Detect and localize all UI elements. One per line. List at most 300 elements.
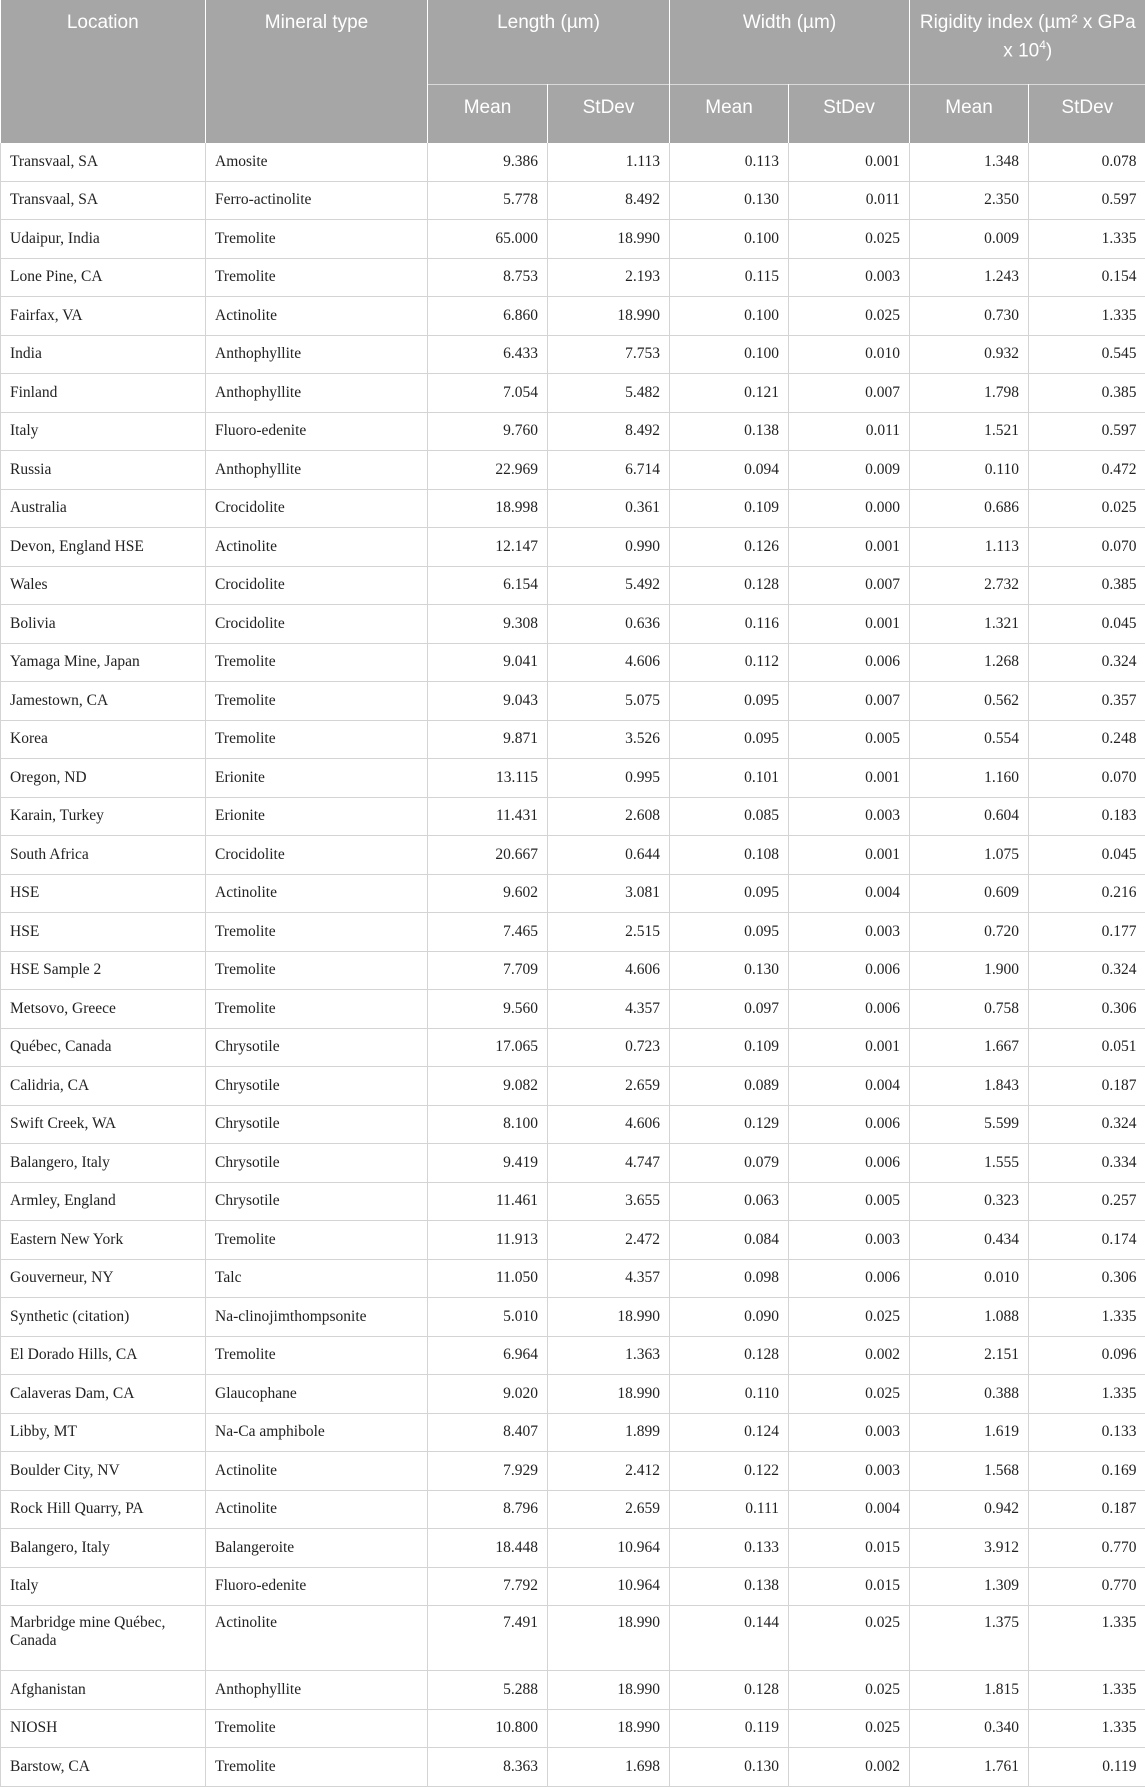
width-mean-cell: 0.085 [670, 797, 789, 836]
length-stdev-cell: 2.608 [548, 797, 670, 836]
table-row [1, 1490, 1145, 1529]
table-row [1, 913, 1145, 952]
table-row [1, 297, 1145, 336]
rigidity-stdev-cell: 0.078 [1029, 143, 1145, 181]
mineral-type-cell: Anthophyllite [206, 374, 428, 413]
width-mean-cell: 0.113 [670, 143, 789, 181]
table-row [1, 181, 1145, 220]
header-rigidity-text: Rigidity index (µm² x GPa x 10 [920, 12, 1136, 61]
table-row [1, 1067, 1145, 1106]
length-stdev-cell: 18.990 [548, 1375, 670, 1414]
rigidity-stdev-cell: 0.334 [1029, 1144, 1145, 1183]
rigidity-stdev-cell: 0.174 [1029, 1221, 1145, 1260]
width-mean-cell: 0.089 [670, 1067, 789, 1106]
width-stdev-cell: 0.011 [789, 412, 910, 451]
rigidity-stdev-cell: 1.335 [1029, 1298, 1145, 1337]
length-stdev-cell: 2.659 [548, 1067, 670, 1106]
length-mean-cell: 17.065 [428, 1028, 548, 1067]
mineral-type-cell: Chrysotile [206, 1144, 428, 1183]
rigidity-mean-cell: 5.599 [910, 1105, 1029, 1144]
table-row [1, 220, 1145, 259]
length-stdev-cell: 18.990 [548, 1709, 670, 1748]
rigidity-mean-cell: 0.686 [910, 489, 1029, 528]
length-stdev-cell: 3.655 [548, 1182, 670, 1221]
mineral-type-cell: Tremolite [206, 1221, 428, 1260]
length-stdev-cell: 18.990 [548, 1606, 670, 1671]
width-mean-cell: 0.144 [670, 1606, 789, 1671]
rigidity-mean-cell: 1.667 [910, 1028, 1029, 1067]
rigidity-mean-cell: 0.388 [910, 1375, 1029, 1414]
rigidity-mean-cell: 0.009 [910, 220, 1029, 259]
rigidity-mean-cell: 1.761 [910, 1748, 1029, 1787]
table-row [1, 1413, 1145, 1452]
mineral-type-cell: Ferro-actinolite [206, 181, 428, 220]
width-stdev-cell: 0.011 [789, 181, 910, 220]
length-mean-cell: 5.778 [428, 181, 548, 220]
width-stdev-cell: 0.025 [789, 220, 910, 259]
width-mean-cell: 0.090 [670, 1298, 789, 1337]
rigidity-stdev-cell: 1.335 [1029, 1671, 1145, 1710]
table-row [1, 374, 1145, 413]
width-mean-cell: 0.063 [670, 1182, 789, 1221]
width-mean-cell: 0.097 [670, 990, 789, 1029]
location-cell: Balangero, Italy [1, 1144, 206, 1183]
mineral-type-cell: Crocidolite [206, 605, 428, 644]
width-mean-cell: 0.130 [670, 181, 789, 220]
location-cell: Jamestown, CA [1, 682, 206, 721]
rigidity-stdev-cell: 0.545 [1029, 335, 1145, 374]
location-cell: Libby, MT [1, 1413, 206, 1452]
length-mean-cell: 11.913 [428, 1221, 548, 1260]
table-row [1, 682, 1145, 721]
location-cell: Italy [1, 1567, 206, 1606]
rigidity-stdev-cell: 0.045 [1029, 605, 1145, 644]
rigidity-stdev-cell: 0.177 [1029, 913, 1145, 952]
header-rigidity-exponent: 4 [1039, 38, 1046, 52]
rigidity-stdev-cell: 0.045 [1029, 836, 1145, 875]
table-row [1, 528, 1145, 567]
location-cell: Italy [1, 412, 206, 451]
table-row [1, 1709, 1145, 1748]
rigidity-stdev-cell: 0.025 [1029, 489, 1145, 528]
length-mean-cell: 65.000 [428, 220, 548, 259]
length-mean-cell: 9.043 [428, 682, 548, 721]
rigidity-mean-cell: 2.151 [910, 1336, 1029, 1375]
length-mean-cell: 9.871 [428, 720, 548, 759]
width-stdev-cell: 0.003 [789, 913, 910, 952]
width-stdev-cell: 0.001 [789, 1028, 910, 1067]
location-cell: Afghanistan [1, 1671, 206, 1710]
length-stdev-cell: 0.995 [548, 759, 670, 798]
rigidity-stdev-cell: 0.357 [1029, 682, 1145, 721]
width-stdev-cell: 0.004 [789, 874, 910, 913]
mineral-type-cell: Na-Ca amphibole [206, 1413, 428, 1452]
width-mean-cell: 0.110 [670, 1375, 789, 1414]
width-mean-cell: 0.095 [670, 682, 789, 721]
table-row [1, 1567, 1145, 1606]
location-cell: Rock Hill Quarry, PA [1, 1490, 206, 1529]
rigidity-mean-cell: 1.815 [910, 1671, 1029, 1710]
rigidity-mean-cell: 1.268 [910, 643, 1029, 682]
location-cell: Udaipur, India [1, 220, 206, 259]
width-mean-cell: 0.133 [670, 1529, 789, 1568]
width-stdev-cell: 0.004 [789, 1490, 910, 1529]
length-stdev-cell: 10.964 [548, 1529, 670, 1568]
width-stdev-cell: 0.003 [789, 797, 910, 836]
mineral-type-cell: Chrysotile [206, 1028, 428, 1067]
mineral-type-cell: Actinolite [206, 297, 428, 336]
header-rigidity-mean: Mean [910, 85, 1029, 144]
length-stdev-cell: 2.193 [548, 258, 670, 297]
mineral-type-cell: Tremolite [206, 990, 428, 1029]
rigidity-stdev-cell: 0.306 [1029, 990, 1145, 1029]
length-stdev-cell: 5.075 [548, 682, 670, 721]
width-stdev-cell: 0.015 [789, 1529, 910, 1568]
length-stdev-cell: 6.714 [548, 451, 670, 490]
table-row [1, 1144, 1145, 1183]
width-stdev-cell: 0.001 [789, 605, 910, 644]
width-mean-cell: 0.101 [670, 759, 789, 798]
header-rigidity-stdev: StDev [1029, 85, 1145, 144]
location-cell: Transvaal, SA [1, 181, 206, 220]
location-cell: Devon, England HSE [1, 528, 206, 567]
mineral-type-cell: Tremolite [206, 1709, 428, 1748]
length-stdev-cell: 18.990 [548, 297, 670, 336]
location-cell: Marbridge mine Québec, Canada [1, 1606, 206, 1671]
width-mean-cell: 0.128 [670, 1336, 789, 1375]
location-cell: Balangero, Italy [1, 1529, 206, 1568]
length-stdev-cell: 4.606 [548, 951, 670, 990]
length-stdev-cell: 0.990 [548, 528, 670, 567]
width-stdev-cell: 0.003 [789, 1221, 910, 1260]
rigidity-stdev-cell: 0.324 [1029, 1105, 1145, 1144]
width-stdev-cell: 0.025 [789, 1375, 910, 1414]
rigidity-stdev-cell: 1.335 [1029, 220, 1145, 259]
rigidity-mean-cell: 1.619 [910, 1413, 1029, 1452]
length-stdev-cell: 4.747 [548, 1144, 670, 1183]
location-cell: Yamaga Mine, Japan [1, 643, 206, 682]
table-row [1, 1529, 1145, 1568]
mineral-type-cell: Erionite [206, 797, 428, 836]
width-mean-cell: 0.109 [670, 1028, 789, 1067]
table-row [1, 720, 1145, 759]
mineral-type-cell: Anthophyllite [206, 1671, 428, 1710]
width-mean-cell: 0.130 [670, 951, 789, 990]
mineral-type-cell: Tremolite [206, 682, 428, 721]
width-mean-cell: 0.121 [670, 374, 789, 413]
location-cell: Metsovo, Greece [1, 990, 206, 1029]
mineral-type-cell: Chrysotile [206, 1105, 428, 1144]
length-mean-cell: 7.792 [428, 1567, 548, 1606]
width-stdev-cell: 0.001 [789, 759, 910, 798]
rigidity-mean-cell: 0.340 [910, 1709, 1029, 1748]
length-stdev-cell: 2.472 [548, 1221, 670, 1260]
mineral-type-cell: Crocidolite [206, 566, 428, 605]
rigidity-stdev-cell: 1.335 [1029, 1375, 1145, 1414]
table-row [1, 1606, 1145, 1671]
location-cell: Gouverneur, NY [1, 1259, 206, 1298]
mineral-type-cell: Actinolite [206, 1606, 428, 1671]
mineral-type-cell: Chrysotile [206, 1067, 428, 1106]
location-cell: Bolivia [1, 605, 206, 644]
rigidity-stdev-cell: 0.385 [1029, 566, 1145, 605]
rigidity-mean-cell: 1.843 [910, 1067, 1029, 1106]
location-cell: Karain, Turkey [1, 797, 206, 836]
rigidity-mean-cell: 3.912 [910, 1529, 1029, 1568]
length-stdev-cell: 3.081 [548, 874, 670, 913]
rigidity-stdev-cell: 0.597 [1029, 412, 1145, 451]
mineral-type-cell: Anthophyllite [206, 335, 428, 374]
rigidity-stdev-cell: 0.070 [1029, 759, 1145, 798]
location-cell: South Africa [1, 836, 206, 875]
width-mean-cell: 0.100 [670, 297, 789, 336]
length-mean-cell: 6.433 [428, 335, 548, 374]
length-mean-cell: 8.363 [428, 1748, 548, 1787]
length-mean-cell: 18.998 [428, 489, 548, 528]
width-mean-cell: 0.128 [670, 566, 789, 605]
width-stdev-cell: 0.007 [789, 682, 910, 721]
table-row [1, 451, 1145, 490]
rigidity-stdev-cell: 0.257 [1029, 1182, 1145, 1221]
rigidity-mean-cell: 2.732 [910, 566, 1029, 605]
length-stdev-cell: 1.363 [548, 1336, 670, 1375]
length-mean-cell: 7.929 [428, 1452, 548, 1491]
width-mean-cell: 0.111 [670, 1490, 789, 1529]
rigidity-stdev-cell: 0.051 [1029, 1028, 1145, 1067]
rigidity-stdev-cell: 0.597 [1029, 181, 1145, 220]
width-stdev-cell: 0.025 [789, 1709, 910, 1748]
table-row [1, 1221, 1145, 1260]
rigidity-mean-cell: 1.568 [910, 1452, 1029, 1491]
width-stdev-cell: 0.007 [789, 374, 910, 413]
mineral-type-cell: Na-clinojimthompsonite [206, 1298, 428, 1337]
mineral-type-cell: Erionite [206, 759, 428, 798]
location-cell: NIOSH [1, 1709, 206, 1748]
width-mean-cell: 0.084 [670, 1221, 789, 1260]
length-stdev-cell: 0.644 [548, 836, 670, 875]
mineral-type-cell: Tremolite [206, 1748, 428, 1787]
length-mean-cell: 22.969 [428, 451, 548, 490]
mineral-type-cell: Talc [206, 1259, 428, 1298]
width-mean-cell: 0.079 [670, 1144, 789, 1183]
width-stdev-cell: 0.001 [789, 143, 910, 181]
length-stdev-cell: 18.990 [548, 1298, 670, 1337]
table-row [1, 566, 1145, 605]
mineral-type-cell: Anthophyllite [206, 451, 428, 490]
width-mean-cell: 0.108 [670, 836, 789, 875]
width-stdev-cell: 0.015 [789, 1567, 910, 1606]
table-row [1, 143, 1145, 181]
rigidity-stdev-cell: 0.472 [1029, 451, 1145, 490]
location-cell: HSE Sample 2 [1, 951, 206, 990]
length-stdev-cell: 2.515 [548, 913, 670, 952]
header-width-mean: Mean [670, 85, 789, 144]
length-mean-cell: 6.860 [428, 297, 548, 336]
width-mean-cell: 0.122 [670, 1452, 789, 1491]
width-mean-cell: 0.109 [670, 489, 789, 528]
length-mean-cell: 11.461 [428, 1182, 548, 1221]
width-stdev-cell: 0.003 [789, 1452, 910, 1491]
width-stdev-cell: 0.025 [789, 1606, 910, 1671]
width-stdev-cell: 0.003 [789, 1413, 910, 1452]
length-mean-cell: 9.760 [428, 412, 548, 451]
rigidity-mean-cell: 1.521 [910, 412, 1029, 451]
location-cell: Fairfax, VA [1, 297, 206, 336]
mineral-type-cell: Actinolite [206, 1490, 428, 1529]
length-mean-cell: 7.465 [428, 913, 548, 952]
rigidity-mean-cell: 0.554 [910, 720, 1029, 759]
width-stdev-cell: 0.009 [789, 451, 910, 490]
mineral-type-cell: Amosite [206, 143, 428, 181]
width-mean-cell: 0.138 [670, 412, 789, 451]
rigidity-mean-cell: 0.010 [910, 1259, 1029, 1298]
length-mean-cell: 18.448 [428, 1529, 548, 1568]
rigidity-mean-cell: 0.758 [910, 990, 1029, 1029]
length-mean-cell: 9.082 [428, 1067, 548, 1106]
location-cell: Calidria, CA [1, 1067, 206, 1106]
length-stdev-cell: 1.698 [548, 1748, 670, 1787]
rigidity-mean-cell: 1.798 [910, 374, 1029, 413]
location-cell: HSE [1, 913, 206, 952]
mineral-type-cell: Fluoro-edenite [206, 412, 428, 451]
width-stdev-cell: 0.006 [789, 1105, 910, 1144]
table-row [1, 836, 1145, 875]
mineral-type-cell: Glaucophane [206, 1375, 428, 1414]
rigidity-mean-cell: 0.323 [910, 1182, 1029, 1221]
table-row [1, 1028, 1145, 1067]
width-mean-cell: 0.138 [670, 1567, 789, 1606]
header-mineral-type: Mineral type [206, 0, 428, 143]
location-cell: Synthetic (citation) [1, 1298, 206, 1337]
length-stdev-cell: 4.357 [548, 1259, 670, 1298]
table-row [1, 412, 1145, 451]
table-row [1, 1105, 1145, 1144]
width-stdev-cell: 0.004 [789, 1067, 910, 1106]
rigidity-mean-cell: 0.110 [910, 451, 1029, 490]
width-mean-cell: 0.095 [670, 720, 789, 759]
mineral-type-cell: Tremolite [206, 951, 428, 990]
width-mean-cell: 0.126 [670, 528, 789, 567]
mineral-type-cell: Tremolite [206, 913, 428, 952]
length-mean-cell: 5.010 [428, 1298, 548, 1337]
rigidity-mean-cell: 1.321 [910, 605, 1029, 644]
mineral-type-cell: Tremolite [206, 643, 428, 682]
length-mean-cell: 9.020 [428, 1375, 548, 1414]
rigidity-stdev-cell: 0.183 [1029, 797, 1145, 836]
length-stdev-cell: 1.899 [548, 1413, 670, 1452]
mineral-type-cell: Tremolite [206, 220, 428, 259]
rigidity-mean-cell: 0.720 [910, 913, 1029, 952]
mineral-type-cell: Tremolite [206, 258, 428, 297]
width-mean-cell: 0.128 [670, 1671, 789, 1710]
table-row [1, 990, 1145, 1029]
length-mean-cell: 6.964 [428, 1336, 548, 1375]
location-cell: Wales [1, 566, 206, 605]
mineral-type-cell: Balangeroite [206, 1529, 428, 1568]
width-mean-cell: 0.098 [670, 1259, 789, 1298]
width-stdev-cell: 0.002 [789, 1748, 910, 1787]
location-cell: El Dorado Hills, CA [1, 1336, 206, 1375]
location-cell: Russia [1, 451, 206, 490]
rigidity-mean-cell: 0.434 [910, 1221, 1029, 1260]
width-stdev-cell: 0.005 [789, 1182, 910, 1221]
length-stdev-cell: 8.492 [548, 181, 670, 220]
table-row [1, 643, 1145, 682]
table-row [1, 951, 1145, 990]
width-stdev-cell: 0.007 [789, 566, 910, 605]
width-stdev-cell: 0.025 [789, 1298, 910, 1337]
width-mean-cell: 0.119 [670, 1709, 789, 1748]
mineral-type-cell: Fluoro-edenite [206, 1567, 428, 1606]
rigidity-stdev-cell: 1.335 [1029, 1606, 1145, 1671]
length-stdev-cell: 4.606 [548, 643, 670, 682]
length-mean-cell: 5.288 [428, 1671, 548, 1710]
width-mean-cell: 0.112 [670, 643, 789, 682]
mineral-type-cell: Tremolite [206, 720, 428, 759]
mineral-type-cell: Actinolite [206, 1452, 428, 1491]
rigidity-mean-cell: 1.309 [910, 1567, 1029, 1606]
location-cell: Calaveras Dam, CA [1, 1375, 206, 1414]
length-stdev-cell: 8.492 [548, 412, 670, 451]
table-row [1, 1452, 1145, 1491]
header-length-stdev: StDev [548, 85, 670, 144]
rigidity-stdev-cell: 0.169 [1029, 1452, 1145, 1491]
length-mean-cell: 20.667 [428, 836, 548, 875]
location-cell: Armley, England [1, 1182, 206, 1221]
length-mean-cell: 6.154 [428, 566, 548, 605]
header-length: Length (µm) [428, 0, 670, 85]
length-stdev-cell: 0.361 [548, 489, 670, 528]
length-stdev-cell: 18.990 [548, 220, 670, 259]
rigidity-mean-cell: 0.562 [910, 682, 1029, 721]
rigidity-stdev-cell: 0.770 [1029, 1529, 1145, 1568]
location-cell: Oregon, ND [1, 759, 206, 798]
width-stdev-cell: 0.006 [789, 643, 910, 682]
location-cell: Transvaal, SA [1, 143, 206, 181]
header-length-mean: Mean [428, 85, 548, 144]
table-row [1, 489, 1145, 528]
header-width: Width (µm) [670, 0, 910, 85]
rigidity-mean-cell: 1.160 [910, 759, 1029, 798]
table-row [1, 258, 1145, 297]
rigidity-stdev-cell: 0.070 [1029, 528, 1145, 567]
rigidity-stdev-cell: 0.154 [1029, 258, 1145, 297]
rigidity-stdev-cell: 0.770 [1029, 1567, 1145, 1606]
rigidity-mean-cell: 1.348 [910, 143, 1029, 181]
rigidity-stdev-cell: 0.096 [1029, 1336, 1145, 1375]
rigidity-mean-cell: 1.088 [910, 1298, 1029, 1337]
width-mean-cell: 0.116 [670, 605, 789, 644]
length-mean-cell: 7.491 [428, 1606, 548, 1671]
rigidity-stdev-cell: 1.335 [1029, 297, 1145, 336]
length-stdev-cell: 2.412 [548, 1452, 670, 1491]
table-row [1, 759, 1145, 798]
rigidity-mean-cell: 0.604 [910, 797, 1029, 836]
length-mean-cell: 9.602 [428, 874, 548, 913]
length-mean-cell: 8.753 [428, 258, 548, 297]
length-mean-cell: 8.100 [428, 1105, 548, 1144]
length-mean-cell: 7.054 [428, 374, 548, 413]
location-cell: Australia [1, 489, 206, 528]
width-mean-cell: 0.094 [670, 451, 789, 490]
table-row [1, 1298, 1145, 1337]
location-cell: Eastern New York [1, 1221, 206, 1260]
location-cell: Lone Pine, CA [1, 258, 206, 297]
length-stdev-cell: 0.636 [548, 605, 670, 644]
header-rigidity-close: ) [1046, 40, 1052, 61]
length-mean-cell: 13.115 [428, 759, 548, 798]
width-stdev-cell: 0.025 [789, 1671, 910, 1710]
